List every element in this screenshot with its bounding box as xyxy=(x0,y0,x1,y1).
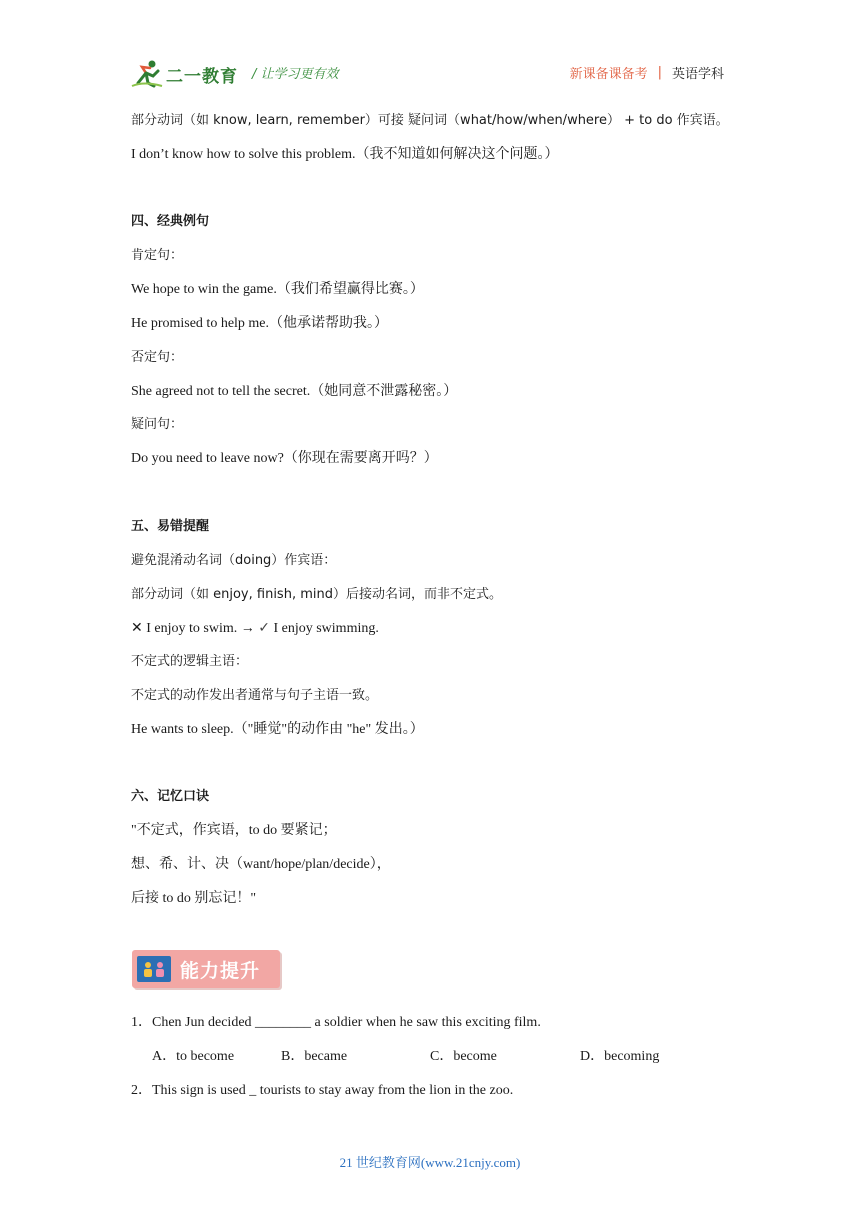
negative-label: 否定句： xyxy=(131,350,184,365)
question-2: 2．This sign is used _ tourists to stay away from the lion in the zoo. xyxy=(131,1083,514,1098)
q1-option-d: D．becoming xyxy=(580,1049,660,1064)
example-3: She agreed not to tell the secret.（她同意不泄露秘密。） xyxy=(131,384,458,399)
mistake-point-1-detail: 部分动词（如 enjoy, finish, mind）后接动名词，而非不定式。 xyxy=(131,587,502,602)
question-1: 1．Chen Jun decided ________ a soldier when he saw this exciting film. xyxy=(131,1015,541,1030)
question-label: 疑问句： xyxy=(131,417,184,432)
mnemonic-line-1: "不定式，作宾语，to do 要紧记； xyxy=(131,823,337,838)
intro-line-2: I don’t know how to solve this problem.（我不知道如何解决这个问题。） xyxy=(131,147,559,162)
correction-example xyxy=(131,618,379,639)
section-4-heading: 四、经典例句 xyxy=(131,214,210,229)
mistake-point-2-example: He wants to sleep.（"睡觉"的动作由 "he" 发出。） xyxy=(131,722,424,737)
tagline-subject: 英语学科 xyxy=(671,67,724,82)
section-6-heading: 六、记忆口诀 xyxy=(131,789,210,804)
section-5-heading: 五、易错提醒 xyxy=(131,519,210,534)
right-example: I enjoy swimming. xyxy=(269,621,379,636)
page-header xyxy=(0,0,860,100)
logo xyxy=(130,58,238,90)
slogan: / 让学习更有效 xyxy=(252,67,339,82)
mnemonic-line-3: 后接 to do 别忘记！" xyxy=(131,891,257,906)
runner-logo-icon xyxy=(130,59,164,89)
q1-option-c: C．become xyxy=(430,1049,497,1064)
tagline-accent: 新课备课备考 xyxy=(569,67,648,82)
logo-text: 二一教育 xyxy=(166,66,238,87)
q1-option-a: A．to become xyxy=(152,1049,235,1064)
badge-label: 能力提升 xyxy=(180,959,261,982)
affirmative-label: 肯定句： xyxy=(131,248,184,263)
header-tagline xyxy=(570,63,724,82)
tagline-separator: | xyxy=(657,65,662,80)
ability-badge xyxy=(132,950,280,988)
mistake-point-2: 不定式的逻辑主语： xyxy=(131,654,249,669)
cross-icon: ✕ xyxy=(131,620,143,636)
intro-line-1: 部分动词（如 know, learn, remember）可接 疑问词（what/how/when/where） + to do 作宾语。 xyxy=(131,113,729,128)
people-icon xyxy=(137,956,171,982)
wrong-example: I enjoy to swim. → xyxy=(142,621,259,636)
mistake-point-1: 避免混淆动名词（doing）作宾语： xyxy=(131,553,337,568)
example-4: Do you need to leave now?（你现在需要离开吗？） xyxy=(131,451,438,466)
check-icon: ✓ xyxy=(258,620,270,636)
q1-option-b: B．became xyxy=(281,1049,348,1064)
page-footer[interactable]: 21 世纪教育网(www.21cnjy.com) xyxy=(339,1155,521,1170)
mistake-point-2-detail: 不定式的动作发出者通常与句子主语一致。 xyxy=(131,688,379,703)
example-1: We hope to win the game.（我们希望赢得比赛。） xyxy=(131,282,424,297)
example-2: He promised to help me.（他承诺帮助我。） xyxy=(131,316,389,331)
mnemonic-line-2: 想、希、计、决（want/hope/plan/decide）， xyxy=(131,857,391,872)
